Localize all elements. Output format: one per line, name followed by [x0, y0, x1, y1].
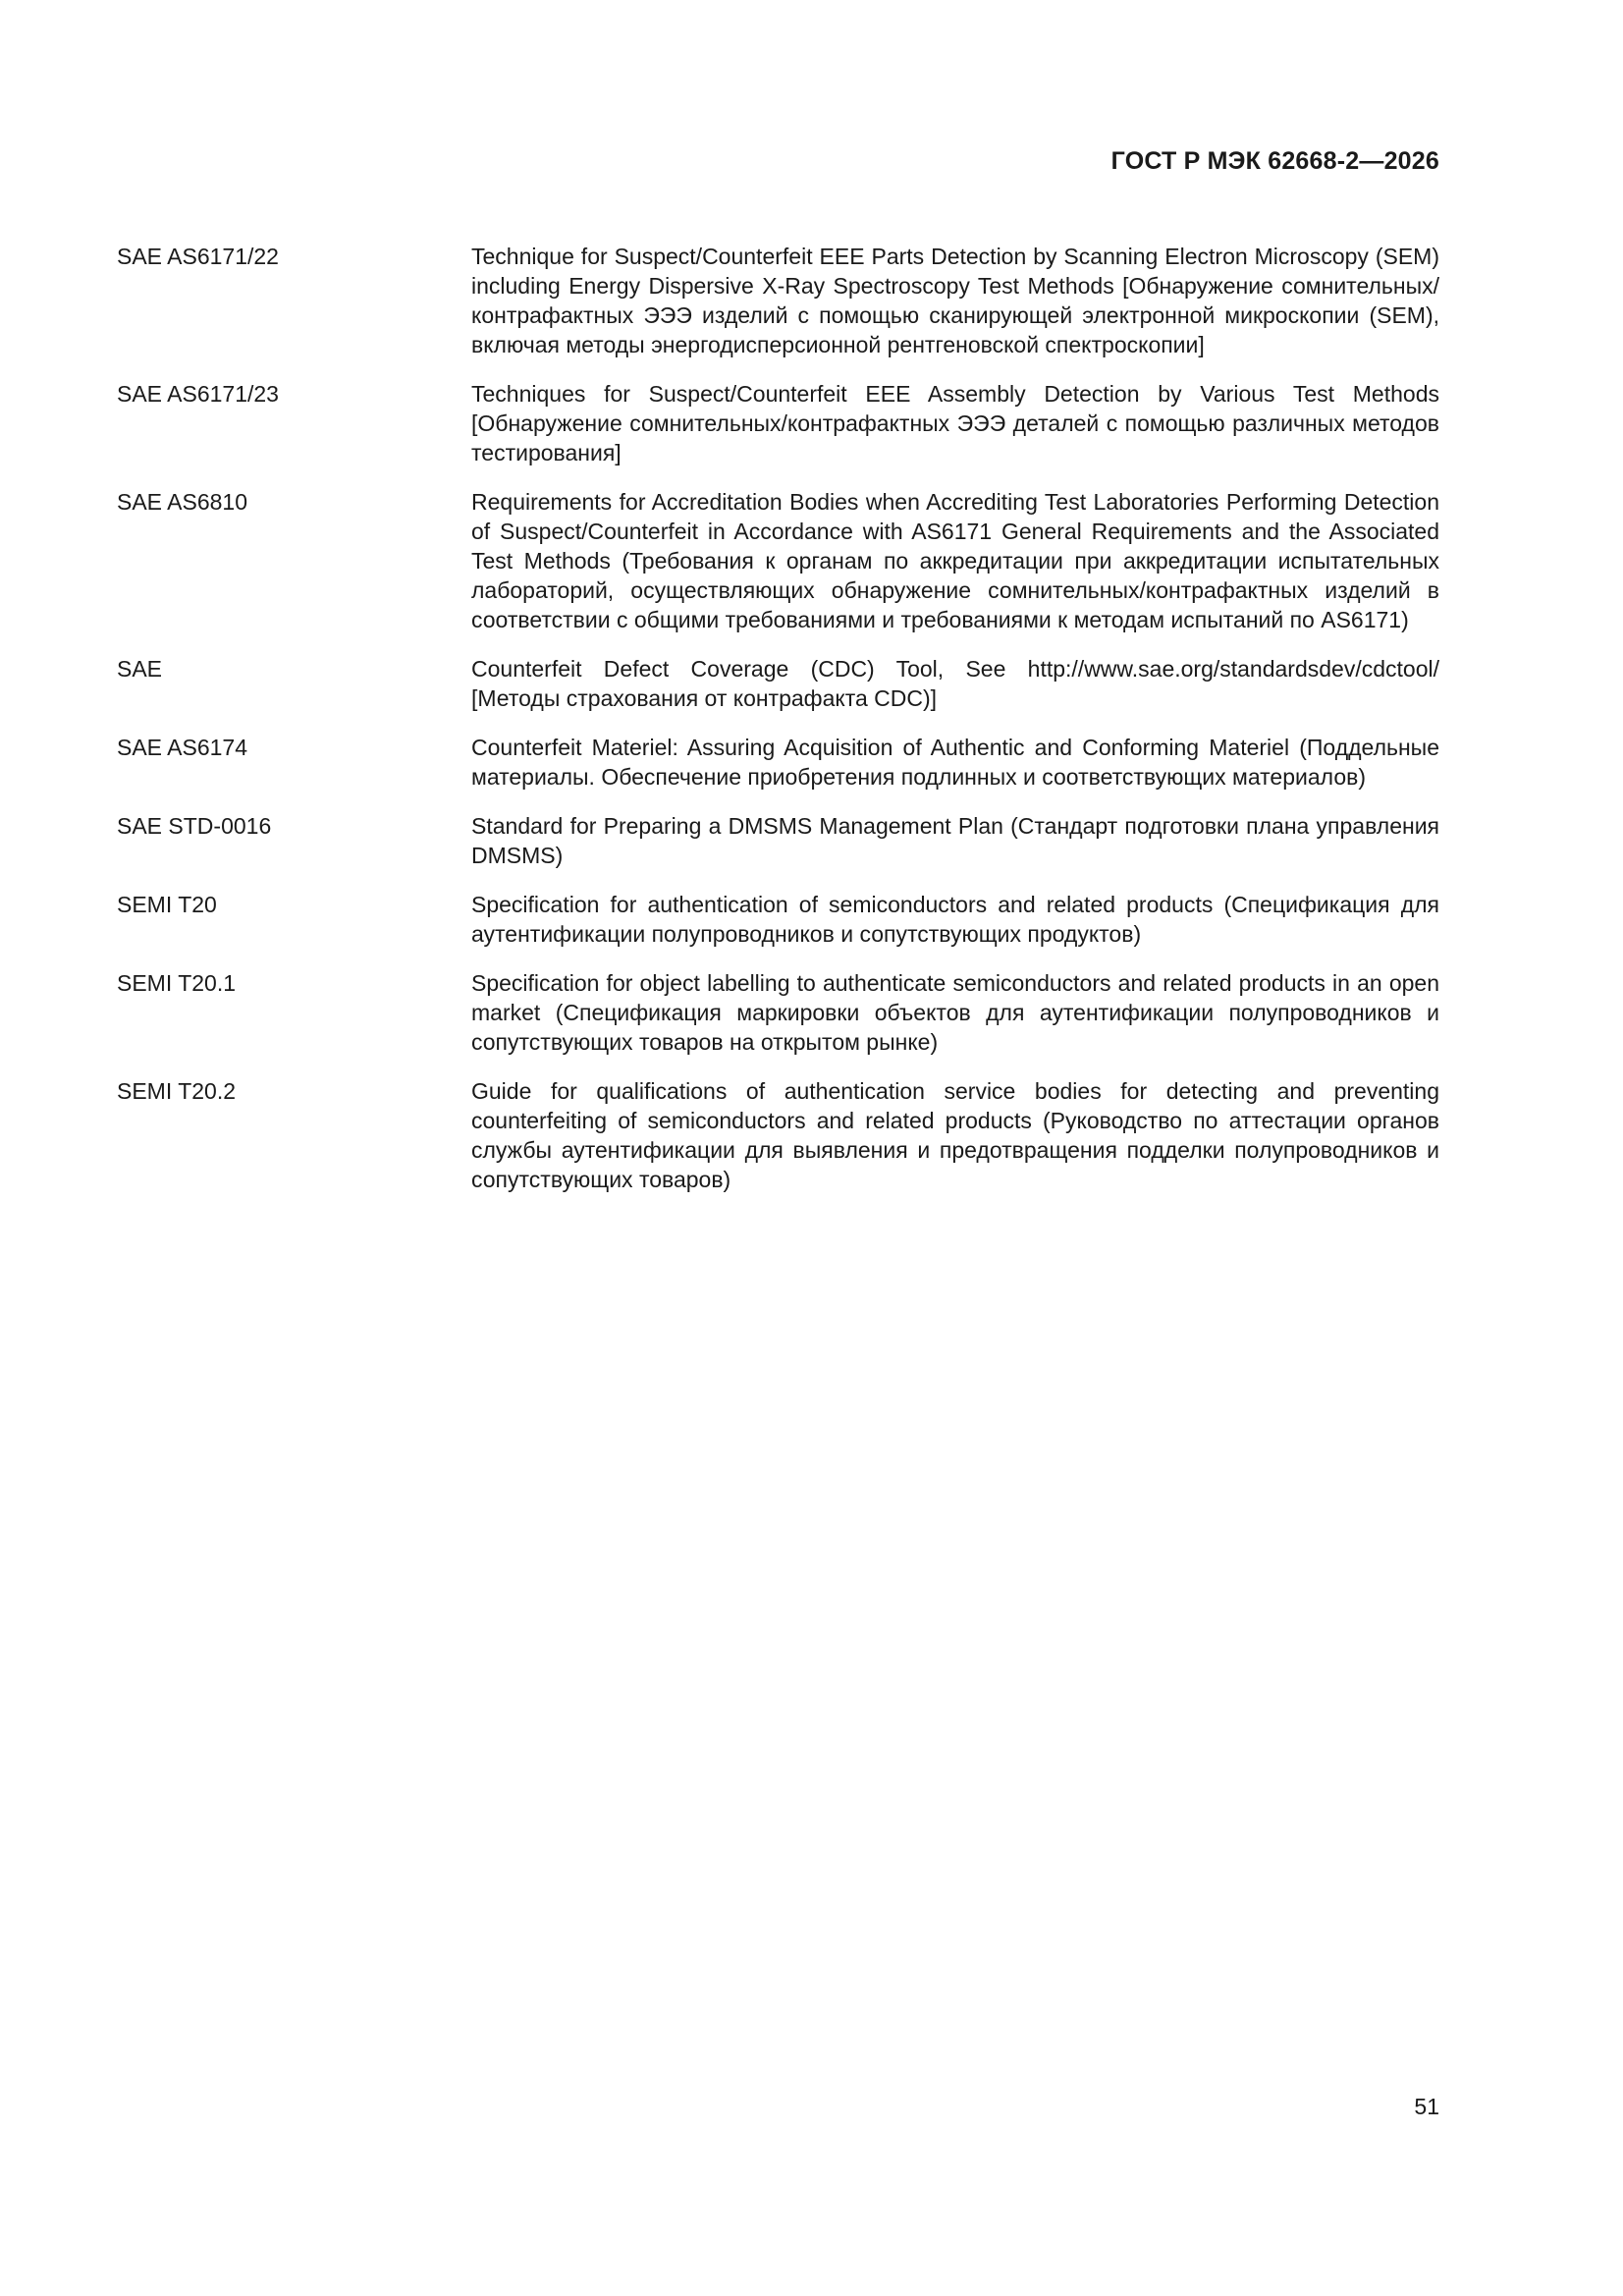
reference-code: SAE AS6174: [117, 735, 247, 760]
reference-row: [117, 811, 1439, 870]
reference-description: Requirements for Accreditation Bodies when Accrediting Test Laboratories Performing Detection of Suspect/Counterfeit in Accordance with AS6171 General Requirements and the Associated Test Methods (Требования к органам по аккредитации при аккредитации испытательных лабораторий, осуществляющих обнаружение сомнительных/​контрафактных изделий в соответствии с общими требованиями и требованиями к методам испытаний по AS6171): [471, 489, 1439, 632]
reference-row: [117, 379, 1439, 467]
reference-code: SAE AS6171/23: [117, 381, 279, 407]
reference-description: Techniques for Suspect/Counterfeit EEE Assembly Detection by Various Test Methods [Обнаружение сомнительных/контрафактных ЭЭЭ деталей с помощью различных методов тестирования]: [471, 381, 1439, 465]
reference-code: SAE: [117, 656, 163, 682]
reference-description: Counterfeit Defect Coverage (CDC) Tool, See http://www.sae.org/standardsdev/cdctool/ [Методы страхования от контрафакта CDC)]: [471, 656, 1439, 711]
reference-row: [117, 890, 1439, 949]
reference-row: [117, 654, 1439, 713]
reference-description: Specification for object labelling to authenticate semiconductors and related products in an open market (Спецификация маркировки объектов для аутентификации полупроводников и сопутствующих товаров на открытом рынке): [471, 970, 1439, 1055]
reference-row: [117, 733, 1439, 792]
reference-code: SAE AS6810: [117, 489, 247, 515]
reference-description: Specification for authentication of semiconductors and related products (Спецификация для аутентификации полупроводников и сопутствующих продуктов): [471, 892, 1439, 947]
page-header-standard-id: ГОСТ Р МЭК 62668-2—2026: [1110, 147, 1439, 175]
references-list: [117, 242, 1439, 1214]
reference-description: Counterfeit Materiel: Assuring Acquisition of Authentic and Conforming Materiel (Поддельные материалы. Обеспечение приобретения подлинных и соответствующих материалов): [471, 735, 1439, 790]
page-number: 51: [1414, 2094, 1439, 2119]
reference-description: Technique for Suspect/Counterfeit EEE Parts Detection by Scanning Electron Microscopy (SEM) including Energy Dispersive X-Ray Spectroscopy Test Methods [Обнаружение сомнительных/контрафактных ЭЭЭ изделий с помощью сканирующей электронной микроскопии (SEM), включая методы энергодисперсионной рентгеновской спектроскопии]: [471, 244, 1439, 357]
reference-code: SEMI T20.1: [117, 970, 237, 996]
reference-code: SEMI T20.2: [117, 1078, 237, 1104]
reference-row: [117, 242, 1439, 359]
reference-code: SAE AS6171/22: [117, 244, 279, 269]
reference-description: Standard for Preparing a DMSMS Management Plan (Стандарт подготовки плана управления DMSMS): [471, 813, 1439, 868]
reference-description: Guide for qualifications of authentication service bodies for detecting and preventing counterfeiting of semiconductors and related products (Руководство по аттестации органов службы аутентификации для выявления и предотвращения подделки полупроводников и сопутствующих товаров): [471, 1078, 1439, 1192]
reference-row: [117, 968, 1439, 1057]
reference-code: SEMI T20: [117, 892, 217, 917]
reference-row: [117, 487, 1439, 634]
reference-code: SAE STD-0016: [117, 813, 272, 839]
reference-row: [117, 1076, 1439, 1194]
